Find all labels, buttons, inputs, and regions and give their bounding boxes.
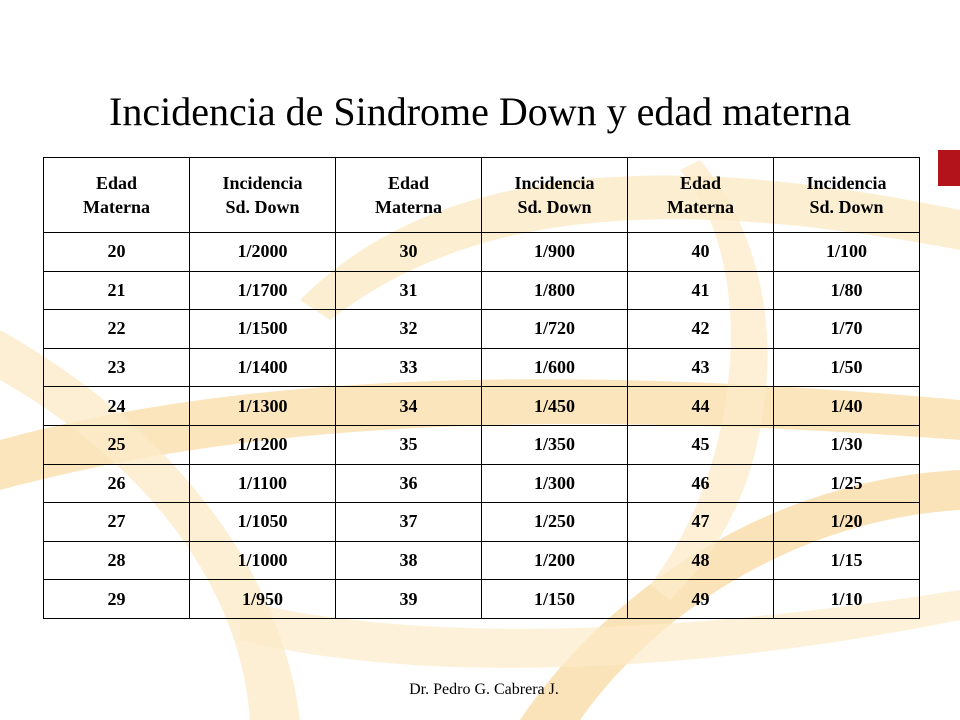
table-row	[44, 541, 920, 580]
column-header-line: Edad	[679, 173, 722, 193]
cell-incidence: 1/1400	[190, 348, 336, 387]
column-header-incidencia	[774, 158, 920, 233]
column-header-edad-materna	[44, 158, 190, 233]
column-header-line: Incidencia	[222, 173, 303, 193]
column-header-line: Materna	[83, 197, 150, 217]
table-row	[44, 310, 920, 349]
column-header-line: Edad	[95, 173, 138, 193]
cell-incidence: 1/1300	[190, 387, 336, 426]
cell-maternal-age: 20	[44, 233, 190, 272]
cell-maternal-age: 29	[44, 580, 190, 619]
column-header-line: Sd. Down	[517, 197, 592, 217]
cell-incidence: 1/20	[774, 503, 920, 542]
cell-maternal-age: 22	[44, 310, 190, 349]
cell-maternal-age: 35	[336, 425, 482, 464]
cell-maternal-age: 31	[336, 271, 482, 310]
cell-incidence: 1/350	[482, 425, 628, 464]
column-header-line: Sd. Down	[809, 197, 884, 217]
column-header-line: Edad	[387, 173, 430, 193]
slide-title: Incidencia de Sindrome Down y edad materna	[109, 89, 851, 134]
cell-incidence: 1/150	[482, 580, 628, 619]
cell-maternal-age: 40	[628, 233, 774, 272]
cell-incidence: 1/15	[774, 541, 920, 580]
cell-maternal-age: 36	[336, 464, 482, 503]
cell-maternal-age: 47	[628, 503, 774, 542]
cell-incidence: 1/40	[774, 387, 920, 426]
table-row	[44, 271, 920, 310]
cell-incidence: 1/450	[482, 387, 628, 426]
cell-incidence: 1/1000	[190, 541, 336, 580]
cell-incidence: 1/1050	[190, 503, 336, 542]
cell-maternal-age: 46	[628, 464, 774, 503]
cell-maternal-age: 38	[336, 541, 482, 580]
table-row	[44, 425, 920, 464]
cell-incidence: 1/800	[482, 271, 628, 310]
cell-incidence: 1/600	[482, 348, 628, 387]
cell-incidence: 1/25	[774, 464, 920, 503]
column-header-line: Incidencia	[514, 173, 595, 193]
cell-maternal-age: 25	[44, 425, 190, 464]
table-row	[44, 387, 920, 426]
cell-maternal-age: 42	[628, 310, 774, 349]
cell-incidence: 1/80	[774, 271, 920, 310]
cell-maternal-age: 33	[336, 348, 482, 387]
cell-maternal-age: 28	[44, 541, 190, 580]
cell-maternal-age: 41	[628, 271, 774, 310]
cell-incidence: 1/250	[482, 503, 628, 542]
cell-incidence: 1/300	[482, 464, 628, 503]
cell-maternal-age: 23	[44, 348, 190, 387]
column-header-edad-materna	[336, 158, 482, 233]
column-header-line: Materna	[375, 197, 442, 217]
cell-incidence: 1/1700	[190, 271, 336, 310]
cell-incidence: 1/720	[482, 310, 628, 349]
cell-maternal-age: 24	[44, 387, 190, 426]
cell-maternal-age: 45	[628, 425, 774, 464]
incidence-table	[43, 157, 920, 619]
cell-incidence: 1/950	[190, 580, 336, 619]
cell-incidence: 1/900	[482, 233, 628, 272]
column-header-line: Incidencia	[806, 173, 887, 193]
table-row	[44, 233, 920, 272]
cell-maternal-age: 32	[336, 310, 482, 349]
cell-maternal-age: 43	[628, 348, 774, 387]
cell-maternal-age: 27	[44, 503, 190, 542]
table-row	[44, 464, 920, 503]
table-body	[44, 233, 920, 619]
table-header-row	[44, 158, 920, 233]
cell-incidence: 1/1200	[190, 425, 336, 464]
cell-maternal-age: 39	[336, 580, 482, 619]
cell-incidence: 1/1500	[190, 310, 336, 349]
table-row	[44, 503, 920, 542]
cell-maternal-age: 49	[628, 580, 774, 619]
column-header-incidencia	[482, 158, 628, 233]
cell-maternal-age: 30	[336, 233, 482, 272]
slide-footer	[0, 680, 960, 700]
cell-incidence: 1/50	[774, 348, 920, 387]
cell-incidence: 1/30	[774, 425, 920, 464]
cell-incidence: 1/200	[482, 541, 628, 580]
incidence-table-container	[43, 157, 918, 619]
cell-incidence: 1/2000	[190, 233, 336, 272]
accent-logo-mark	[938, 150, 960, 186]
cell-maternal-age: 37	[336, 503, 482, 542]
table-row	[44, 348, 920, 387]
author-credit: Dr. Pedro G. Cabrera J.	[409, 681, 559, 698]
cell-incidence: 1/1100	[190, 464, 336, 503]
column-header-edad-materna	[628, 158, 774, 233]
column-header-line: Materna	[667, 197, 734, 217]
cell-incidence: 1/70	[774, 310, 920, 349]
cell-maternal-age: 48	[628, 541, 774, 580]
cell-maternal-age: 26	[44, 464, 190, 503]
cell-incidence: 1/10	[774, 580, 920, 619]
cell-incidence: 1/100	[774, 233, 920, 272]
cell-maternal-age: 44	[628, 387, 774, 426]
column-header-incidencia	[190, 158, 336, 233]
cell-maternal-age: 21	[44, 271, 190, 310]
column-header-line: Sd. Down	[225, 197, 300, 217]
table-row	[44, 580, 920, 619]
cell-maternal-age: 34	[336, 387, 482, 426]
